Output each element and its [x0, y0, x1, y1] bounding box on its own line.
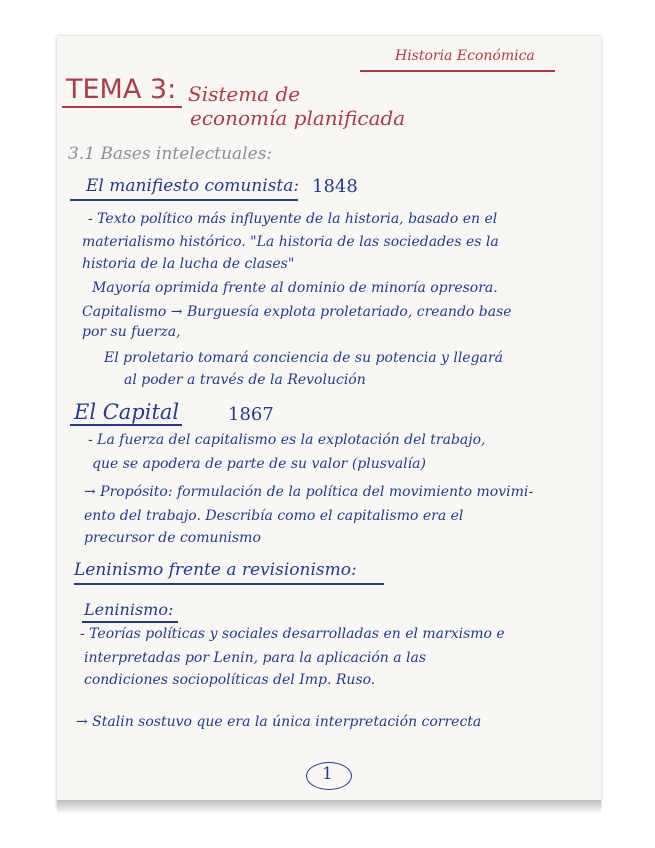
capital-underline — [70, 424, 182, 426]
leninismo-line-4: → Stalin sostuvo que era la única interpretación correcta — [76, 714, 482, 730]
section-heading: 3.1 Bases intelectuales: — [68, 144, 273, 164]
manifiesto-line-6: por su fuerza, — [82, 324, 181, 340]
leninismo-line-1: - Teorías políticas y sociales desarrolladas en el marxismo e — [80, 626, 505, 642]
manifiesto-underline — [70, 199, 298, 201]
title-line-2: economía planificada — [190, 106, 406, 130]
capital-line-5: precursor de comunismo — [84, 530, 261, 546]
manifiesto-line-5: Capitalismo → Burguesía explota proletariado, creando base — [82, 304, 512, 320]
tema-label: TEMA 3: — [66, 74, 177, 105]
manifiesto-year: 1848 — [312, 176, 358, 197]
leninismo-underline — [74, 583, 384, 585]
manifiesto-line-8: al poder a través de la Revolución — [124, 372, 366, 388]
leninismo-sub-underline — [82, 621, 178, 623]
header-underline — [360, 70, 555, 72]
leninismo-heading: Leninismo frente a revisionismo: — [74, 560, 357, 580]
capital-line-2: que se apodera de parte de su valor (plusvalía) — [92, 456, 426, 472]
manifiesto-line-7: El proletario tomará conciencia de su potencia y llegará — [104, 350, 503, 366]
page-shadow — [57, 800, 601, 814]
manifiesto-line-2: materialismo histórico. "La historia de las sociedades es la — [82, 234, 499, 250]
leninismo-line-2: interpretadas por Lenin, para la aplicación a las — [84, 650, 427, 666]
leninismo-subheading: Leninismo: — [84, 600, 174, 619]
capital-title: El Capital — [74, 400, 180, 424]
capital-line-3: → Propósito: formulación de la política del movimiento movimi- — [84, 484, 534, 500]
manifiesto-title: El manifiesto comunista: — [86, 176, 300, 196]
page-number: 1 — [322, 764, 333, 784]
leninismo-line-3: condiciones sociopolíticas del Imp. Ruso. — [84, 672, 376, 688]
manifiesto-line-4: Mayoría oprimida frente al dominio de minoría opresora. — [92, 280, 498, 296]
title-underline — [62, 106, 182, 108]
capital-line-1: - La fuerza del capitalismo es la explotación del trabajo, — [88, 432, 486, 448]
manifiesto-line-1: - Texto político más influyente de la historia, basado en el — [88, 211, 498, 227]
subject-header: Historia Económica — [395, 48, 535, 64]
capital-year: 1867 — [228, 404, 274, 425]
manifiesto-line-3: historia de la lucha de clases" — [82, 256, 295, 272]
capital-line-4: ento del trabajo. Describía como el capitalismo era el — [84, 508, 464, 524]
title-line-1: Sistema de — [188, 82, 301, 106]
